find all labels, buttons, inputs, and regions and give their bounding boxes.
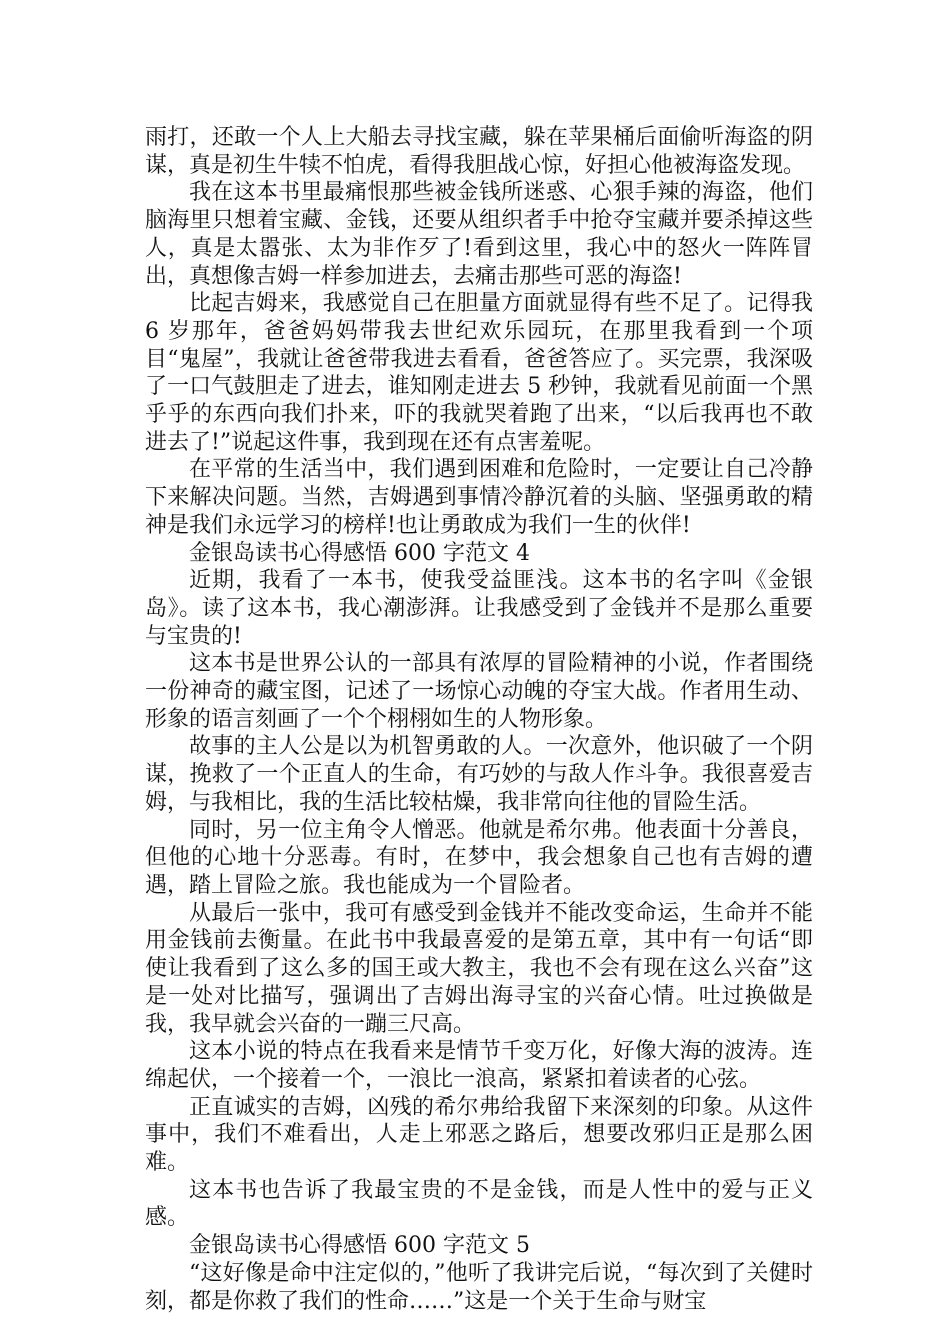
paragraph-7: 故事的主人公是以为机智勇敢的人。一次意外，他识破了一个阴谋，挽救了一个正直人的生命，有巧妙的与敌人作斗争。我很喜爱吉姆，与我相比，我的生活比较枯燥，我非常向往他的冒险生活。 (145, 734, 813, 815)
paragraph-3: 比起吉姆来，我感觉自己在胆量方面就显得有些不足了。记得我 6 岁那年，爸爸妈妈带我去世纪欢乐园玩，在那里我看到一个项目“鬼屋”，我就让爸爸带我进去看看，爸爸答应了。买完票，我深吸了一口气鼓胆走了进去，谁知刚走进去 5 秒钟，我就看见前面一个黑乎乎的东西向我们扑来，吓的我就哭着跑了出来，“以后我再也不敢进去了!”说起这件事，我到现在还有点害羞呢。 (145, 291, 813, 455)
section-heading-4: 金银岛读书心得感悟 600 字范文 4 (189, 540, 530, 566)
paragraph-1: 雨打，还敢一个人上大船去寻找宝藏，躲在苹果桶后面偷听海盗的阴谋，真是初生牛犊不怕虎，看得我胆战心惊，好担心他被海盗发现。 (145, 125, 813, 178)
paragraph-8: 同时，另一位主角令人憎恶。他就是希尔弗。他表面十分善良，但他的心地十分恶毒。有时，在梦中，我会想象自己也有吉姆的遭遇，踏上冒险之旅。我也能成为一个冒险者。 (145, 817, 813, 898)
document-page (145, 124, 813, 1315)
paragraph-9: 从最后一张中，我可有感受到金钱并不能改变命运，生命并不能用金钱前去衡量。在此书中我最喜爱的是第五章，其中有一句话“即使让我看到了这么多的国王或大教主，我也不会有现在这么兴奋”这是一处对比描写，强调出了吉姆出海寻宝的兴奋心情。吐过换做是我，我早就会兴奋的一蹦三尺高。 (145, 900, 813, 1037)
paragraph-13: “这好像是命中注定似的，”他听了我讲完后说，“每次到了关健时刻，都是你救了我们的性命……”这是一个关于生命与财宝 (145, 1260, 813, 1314)
paragraph-6: 这本书是世界公认的一部具有浓厚的冒险精神的小说，作者围绕一份神奇的藏宝图，记述了一场惊心动魄的夺宝大战。作者用生动、形象的语言刻画了一个个栩栩如生的人物形象。 (145, 651, 813, 732)
paragraph-12: 这本书也告诉了我最宝贵的不是金钱，而是人性中的爱与正义感。 (145, 1177, 813, 1231)
paragraph-4: 在平常的生活当中，我们遇到困难和危险时，一定要让自己冷静下来解决问题。当然，吉姆遇到事情冷静沉着的头脑、坚强勇敢的精神是我们永远学习的榜样!也让勇敢成为我们一生的伙伴! (145, 457, 813, 538)
paragraph-11: 正直诚实的吉姆，凶残的希尔弗给我留下来深刻的印象。从这件事中，我们不难看出，人走上邪恶之路后，想要改邪归正是那么困难。 (145, 1094, 813, 1176)
paragraph-10: 这本小说的特点在我看来是情节千变万化，好像大海的波涛。连绵起伏，一个接着一个，一浪比一浪高，紧紧扣着读者的心弦。 (145, 1039, 813, 1092)
paragraph-2: 我在这本书里最痛恨那些被金钱所迷惑、心狠手辣的海盗，他们脑海里只想着宝藏、金钱，还要从组织者手中抢夺宝藏并要杀掉这些人，真是太嚣张、太为非作歹了!看到这里，我心中的怒火一阵阵冒出，真想像吉姆一样参加进去，去痛击那些可恶的海盗! (145, 180, 813, 289)
paragraph-5: 近期，我看了一本书，使我受益匪浅。这本书的名字叫《金银岛》。读了这本书，我心潮澎湃。让我感受到了金钱并不是那么重要与宝贵的! (145, 568, 813, 649)
section-heading-5: 金银岛读书心得感悟 600 字范文 5 (189, 1233, 530, 1259)
